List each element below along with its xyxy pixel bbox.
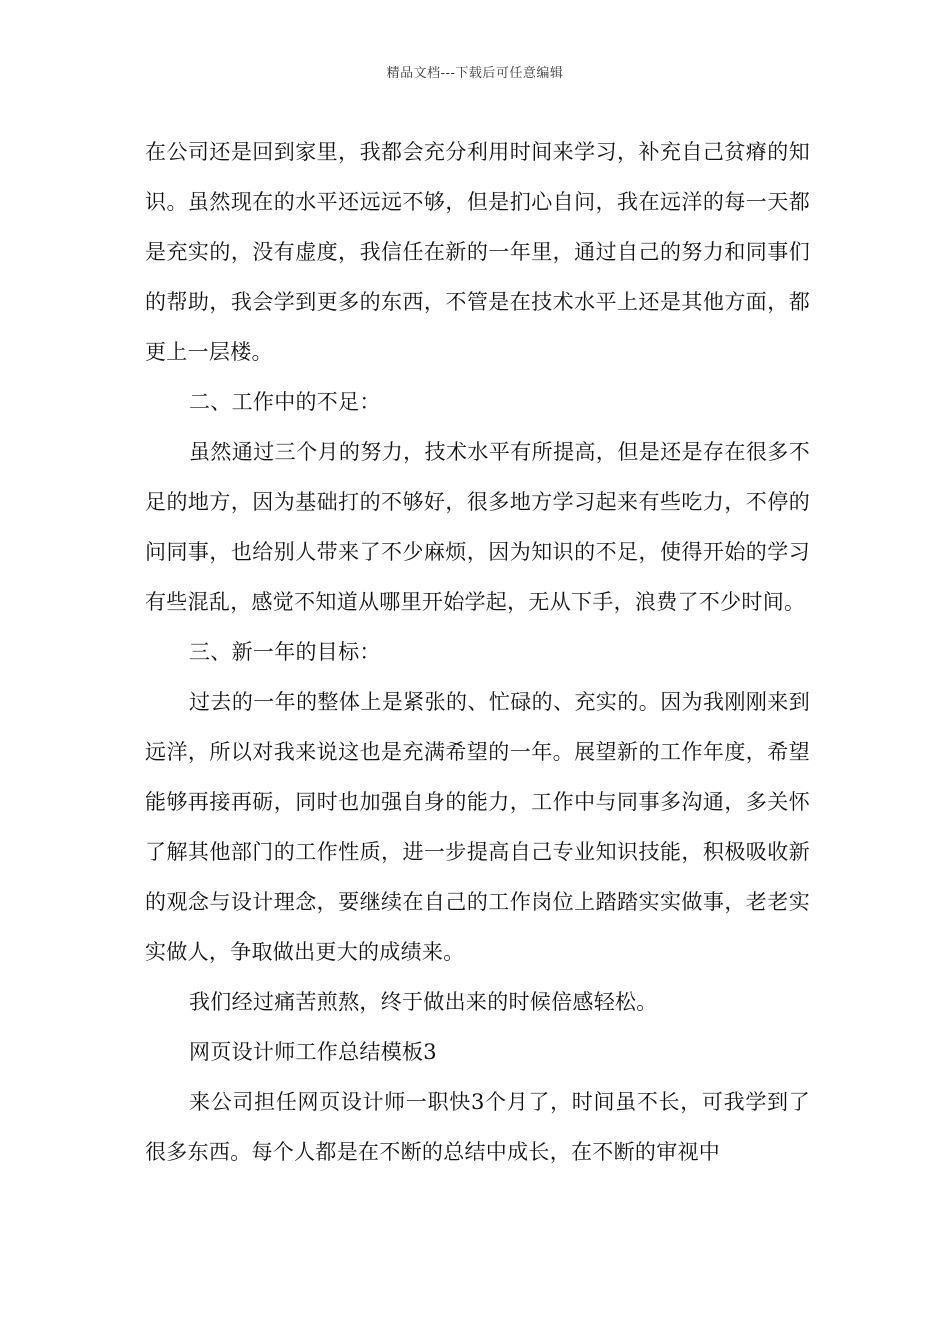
section-heading-shortcomings: 二、工作中的不足： xyxy=(189,390,381,414)
paragraph-relief: 我们经过痛苦煎熬，终于做出来的时候倍感轻松。 xyxy=(189,990,658,1014)
paragraph-study-summary: 在公司还是回到家里，我都会充分利用时间来学习，补充自己贫瘠的知识。虽然现在的水平还远远不够，但是扪心自问，我在远洋的每一天都是充实的，没有虚度，我信任在新的一年里，通过自己的努力和同事们的帮助，我会学到更多的东西，不管是在技术水平上还是其他方面，都更上一层楼。 xyxy=(145,140,810,364)
paragraph-shortcomings: 虽然通过三个月的努力，技术水平有所提高，但是还是存在很多不足的地方，因为基础打的不够好，很多地方学习起来有些吃力，不停的问同事，也给别人带来了不少麻烦，因为知识的不足，使得开始的学习有些混乱，感觉不知道从哪里开始学起，无从下手，浪费了不少时间。 xyxy=(145,440,810,614)
page-header: 精品文档---下载后可任意编辑 xyxy=(386,66,564,81)
paragraph-template-intro: 来公司担任网页设计师一职快3个月了，时间虽不长，可我学到了很多东西。每个人都是在不断的总结中成长，在不断的审视中 xyxy=(145,1090,810,1164)
section-heading-goals: 三、新一年的目标： xyxy=(189,640,381,664)
document-body xyxy=(145,127,810,1177)
template-title: 网页设计师工作总结模板3 xyxy=(189,1040,437,1064)
paragraph-goals: 过去的一年的整体上是紧张的、忙碌的、充实的。因为我刚刚来到远洋，所以对我来说这也是充满希望的一年。展望新的工作年度，希望能够再接再砺，同时也加强自身的能力，工作中与同事多沟通，多关怀了解其他部门的工作性质，进一步提高自己专业知识技能，积极吸收新的观念与设计理念，要继续在自己的工作岗位上踏踏实实做事，老老实实做人，争取做出更大的成绩来。 xyxy=(145,690,810,964)
